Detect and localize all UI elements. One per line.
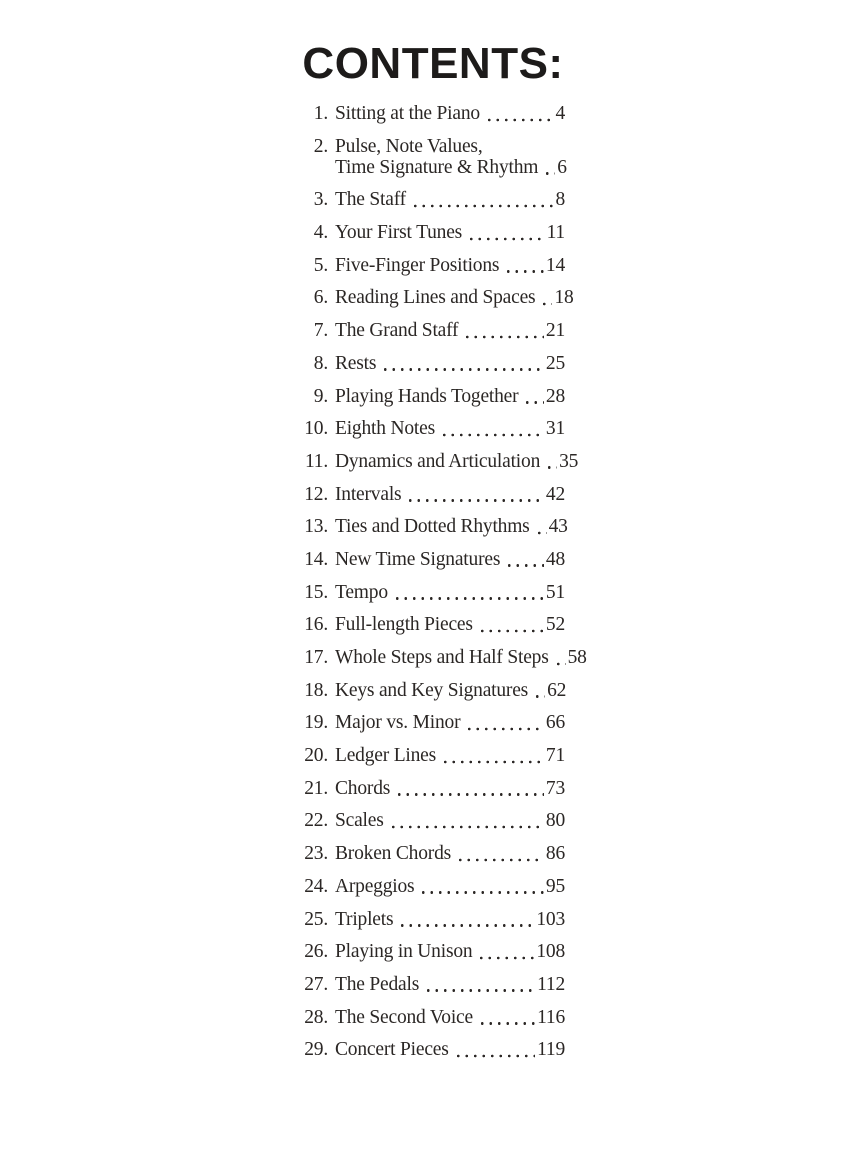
dot-leader (409, 189, 553, 210)
toc-item-title: Reading Lines and Spaces (335, 287, 536, 309)
toc-item-body (335, 549, 565, 570)
toc-item-page: 18 (554, 287, 574, 309)
toc-line (335, 386, 565, 407)
toc-item-title: Sitting at the Piano (335, 103, 480, 124)
dot-leader (463, 712, 544, 733)
toc-line (335, 450, 579, 472)
toc-item-body (335, 582, 565, 603)
toc-item-number: 24. (304, 875, 328, 897)
toc-item (304, 712, 565, 733)
toc-item (304, 1039, 565, 1060)
toc-item-page: 80 (545, 810, 565, 832)
toc-item-title: Playing in Unison (335, 941, 473, 963)
toc-item-body (335, 189, 565, 210)
toc-item-body (335, 647, 587, 668)
toc-line (335, 255, 565, 276)
toc-item-body (335, 843, 565, 864)
dot-leader (533, 516, 547, 537)
toc-item-page: 11 (546, 222, 565, 244)
toc-item-title: Ledger Lines (335, 745, 437, 767)
toc-item-title: The Staff (335, 189, 406, 211)
toc-item (304, 418, 565, 439)
toc-item-page: 31 (545, 418, 565, 440)
toc-item-number: 13. (304, 516, 328, 538)
toc-item (304, 353, 565, 374)
toc-item-number: 29. (304, 1039, 328, 1061)
toc-item-number: 18. (304, 679, 328, 701)
dot-leader (476, 614, 544, 635)
toc-item (304, 450, 579, 472)
toc-item-number: 19. (304, 712, 328, 734)
toc-item-body (335, 778, 565, 799)
toc-item-body (335, 1007, 565, 1028)
toc-line (335, 103, 565, 124)
dot-leader (417, 876, 543, 897)
toc-item-body (335, 614, 565, 635)
toc-item-page: 71 (545, 745, 565, 767)
toc-item (304, 614, 565, 635)
dot-leader (393, 778, 544, 799)
toc-item-title: Triplets (335, 908, 394, 930)
toc-line (335, 647, 587, 668)
toc-item-number: 15. (304, 581, 328, 603)
toc-item-number: 16. (304, 614, 328, 636)
dot-leader (531, 680, 545, 701)
toc-item-number: 3. (313, 189, 328, 211)
toc-item-number: 10. (304, 418, 328, 440)
toc-item-title: Concert Pieces (335, 1039, 449, 1061)
toc-item (304, 189, 565, 210)
toc-item-number: 11. (304, 450, 328, 472)
dot-leader (461, 320, 544, 341)
dot-leader (391, 582, 544, 603)
toc-item (304, 287, 574, 309)
toc-item-page: 6 (557, 156, 567, 178)
toc-item-title: Arpeggios (335, 875, 415, 897)
toc-line (335, 484, 565, 505)
toc-item-title: Keys and Key Signatures (335, 679, 529, 701)
toc-item-page: 58 (567, 647, 587, 668)
toc-line (335, 974, 565, 995)
toc-item-title: Eighth Notes (335, 418, 435, 440)
toc-item-number: 8. (313, 352, 328, 374)
toc-item-page: 42 (545, 483, 565, 505)
toc-item-number: 5. (313, 254, 328, 276)
toc-item (304, 1007, 565, 1028)
toc-item-number: 25. (304, 908, 328, 930)
toc-item-page: 25 (545, 352, 565, 374)
toc-item-number: 20. (304, 745, 328, 767)
dot-leader (387, 810, 544, 831)
toc-item-title: Rests (335, 352, 377, 374)
toc-item-page: 48 (545, 548, 565, 570)
toc-item-body (335, 136, 565, 178)
dot-leader (521, 386, 543, 407)
toc-item-body (335, 255, 565, 276)
dot-leader (502, 255, 544, 276)
toc-item (304, 974, 565, 995)
toc-item-body (335, 680, 565, 701)
toc-line (335, 136, 565, 157)
toc-item-body (335, 516, 568, 538)
toc-item-body (335, 386, 565, 407)
dot-leader (454, 843, 544, 864)
dot-leader (422, 974, 535, 995)
toc-item-title: The Second Voice (335, 1006, 473, 1028)
toc-line (335, 516, 568, 538)
toc-item-title: Major vs. Minor (335, 712, 461, 734)
toc-line (335, 189, 565, 210)
toc-line (335, 909, 565, 930)
dot-leader (503, 549, 544, 570)
toc-item-title: Your First Tunes (335, 222, 463, 244)
toc-item-title: Playing Hands Together (335, 385, 519, 407)
toc-item-number: 26. (304, 941, 328, 963)
dot-leader (396, 909, 534, 930)
toc-item-page: 86 (545, 843, 565, 865)
toc-item-title: New Time Signatures (335, 548, 501, 570)
toc-item-title: Broken Chords (335, 843, 452, 865)
dot-leader (452, 1039, 535, 1060)
toc-item-body (335, 712, 565, 733)
toc-item (304, 582, 565, 603)
toc-item (304, 516, 568, 538)
toc-item-body (335, 909, 565, 930)
toc-item (304, 103, 565, 124)
toc-item-title: Five-Finger Positions (335, 254, 500, 276)
toc-item-title: Ties and Dotted Rhythms (335, 516, 530, 538)
toc-line (335, 353, 565, 374)
toc-item-number: 4. (313, 222, 328, 244)
toc-item (304, 386, 565, 407)
toc-item-page: 116 (537, 1006, 565, 1028)
toc-item-body (335, 810, 565, 831)
dot-leader (541, 157, 555, 178)
toc-item-title: Whole Steps and Half Steps (335, 647, 549, 668)
toc-line (335, 778, 565, 799)
toc-item (304, 647, 587, 668)
toc-line (335, 287, 574, 309)
toc-item-page: 28 (545, 385, 565, 407)
toc-item (304, 745, 565, 766)
toc-item (304, 810, 565, 831)
toc-item-page: 73 (545, 777, 565, 799)
toc-item-number: 1. (313, 103, 328, 124)
toc-item-number: 17. (304, 647, 328, 668)
dot-leader (379, 353, 544, 374)
toc-item-page: 95 (545, 875, 565, 897)
toc-line (335, 418, 565, 439)
dot-leader (438, 418, 544, 439)
toc-item-number: 9. (313, 385, 328, 407)
toc-line (335, 1039, 565, 1060)
toc-item-title: Chords (335, 777, 391, 799)
toc-item-title-line2: Time Signature & Rhythm (335, 156, 539, 178)
toc-item-number: 27. (304, 973, 328, 995)
toc-item-body (335, 1039, 565, 1060)
toc-item-title: Tempo (335, 581, 388, 603)
toc-item (304, 680, 565, 701)
toc-line (335, 745, 565, 766)
toc-item-page: 35 (559, 450, 579, 472)
toc-line (335, 222, 565, 243)
toc-item-number: 21. (304, 777, 328, 799)
toc-item-number: 23. (304, 843, 328, 865)
toc-line (335, 941, 565, 962)
toc-item (304, 941, 565, 962)
toc-item-title: Scales (335, 810, 384, 832)
toc-item (304, 876, 565, 897)
toc-item-body (335, 974, 565, 995)
toc-item-page: 52 (545, 614, 565, 636)
dot-leader (543, 451, 557, 472)
toc-line (335, 549, 565, 570)
toc-line (335, 157, 565, 178)
toc-item (304, 484, 565, 505)
dot-leader (465, 222, 545, 243)
toc-item-number: 22. (304, 810, 328, 832)
toc-item-body (335, 418, 565, 439)
toc-item-title: Dynamics and Articulation (335, 450, 541, 472)
toc-item-page: 62 (547, 679, 567, 701)
toc-item-body (335, 353, 565, 374)
dot-leader (483, 103, 553, 124)
toc-item-number: 28. (304, 1006, 328, 1028)
toc-item-title: Full-length Pieces (335, 614, 473, 636)
toc-item (304, 909, 565, 930)
page-title: CONTENTS: (302, 39, 564, 88)
toc-item-number: 2. (313, 135, 328, 157)
toc-item-body (335, 484, 565, 505)
toc-item-title: The Pedals (335, 973, 420, 995)
toc-item-body (335, 450, 579, 472)
toc-item (304, 549, 565, 570)
toc-line (335, 712, 565, 733)
toc-item-number: 7. (313, 320, 328, 342)
toc-item-page: 112 (537, 973, 565, 995)
toc-item-body (335, 320, 565, 341)
toc-item (304, 843, 565, 864)
toc-item-page: 119 (537, 1039, 565, 1061)
toc-item-body (335, 941, 565, 962)
dot-leader (538, 287, 552, 308)
toc-line (335, 843, 565, 864)
toc-item (304, 255, 565, 276)
dot-leader (404, 484, 543, 505)
dot-leader (476, 1007, 535, 1028)
toc-item-title: Intervals (335, 483, 402, 505)
toc-item-page: 43 (548, 516, 568, 538)
toc-item-page: 4 (555, 103, 565, 124)
toc-item-page: 21 (545, 320, 565, 342)
toc-line (335, 614, 565, 635)
toc-item-page: 103 (536, 908, 565, 930)
toc-line (335, 320, 565, 341)
dot-leader (552, 647, 566, 668)
toc-line (335, 810, 565, 831)
dot-leader (439, 745, 544, 766)
toc-line (335, 582, 565, 603)
toc-item-number: 12. (304, 483, 328, 505)
toc-item-page: 14 (545, 254, 565, 276)
toc-item-title: Pulse, Note Values, (335, 135, 483, 157)
toc-item-page: 51 (545, 581, 565, 603)
toc-item-body (335, 745, 565, 766)
toc-item-body (335, 222, 565, 243)
toc-item (304, 778, 565, 799)
toc-item (304, 136, 565, 178)
toc-item-number: 14. (304, 548, 328, 570)
toc-item-title: The Grand Staff (335, 320, 459, 342)
toc-item-body (335, 103, 565, 124)
toc-list (304, 103, 587, 1072)
toc-item-number: 6. (313, 287, 328, 309)
toc-line (335, 680, 565, 701)
toc-item-page: 8 (555, 189, 565, 211)
toc-item-body (335, 876, 565, 897)
toc-item-body (335, 287, 574, 309)
toc-item (304, 320, 565, 341)
toc-line (335, 876, 565, 897)
toc-line (335, 1007, 565, 1028)
dot-leader (475, 941, 534, 962)
toc-item-page: 108 (536, 941, 565, 963)
toc-item (304, 222, 565, 243)
toc-item-page: 66 (545, 712, 565, 734)
